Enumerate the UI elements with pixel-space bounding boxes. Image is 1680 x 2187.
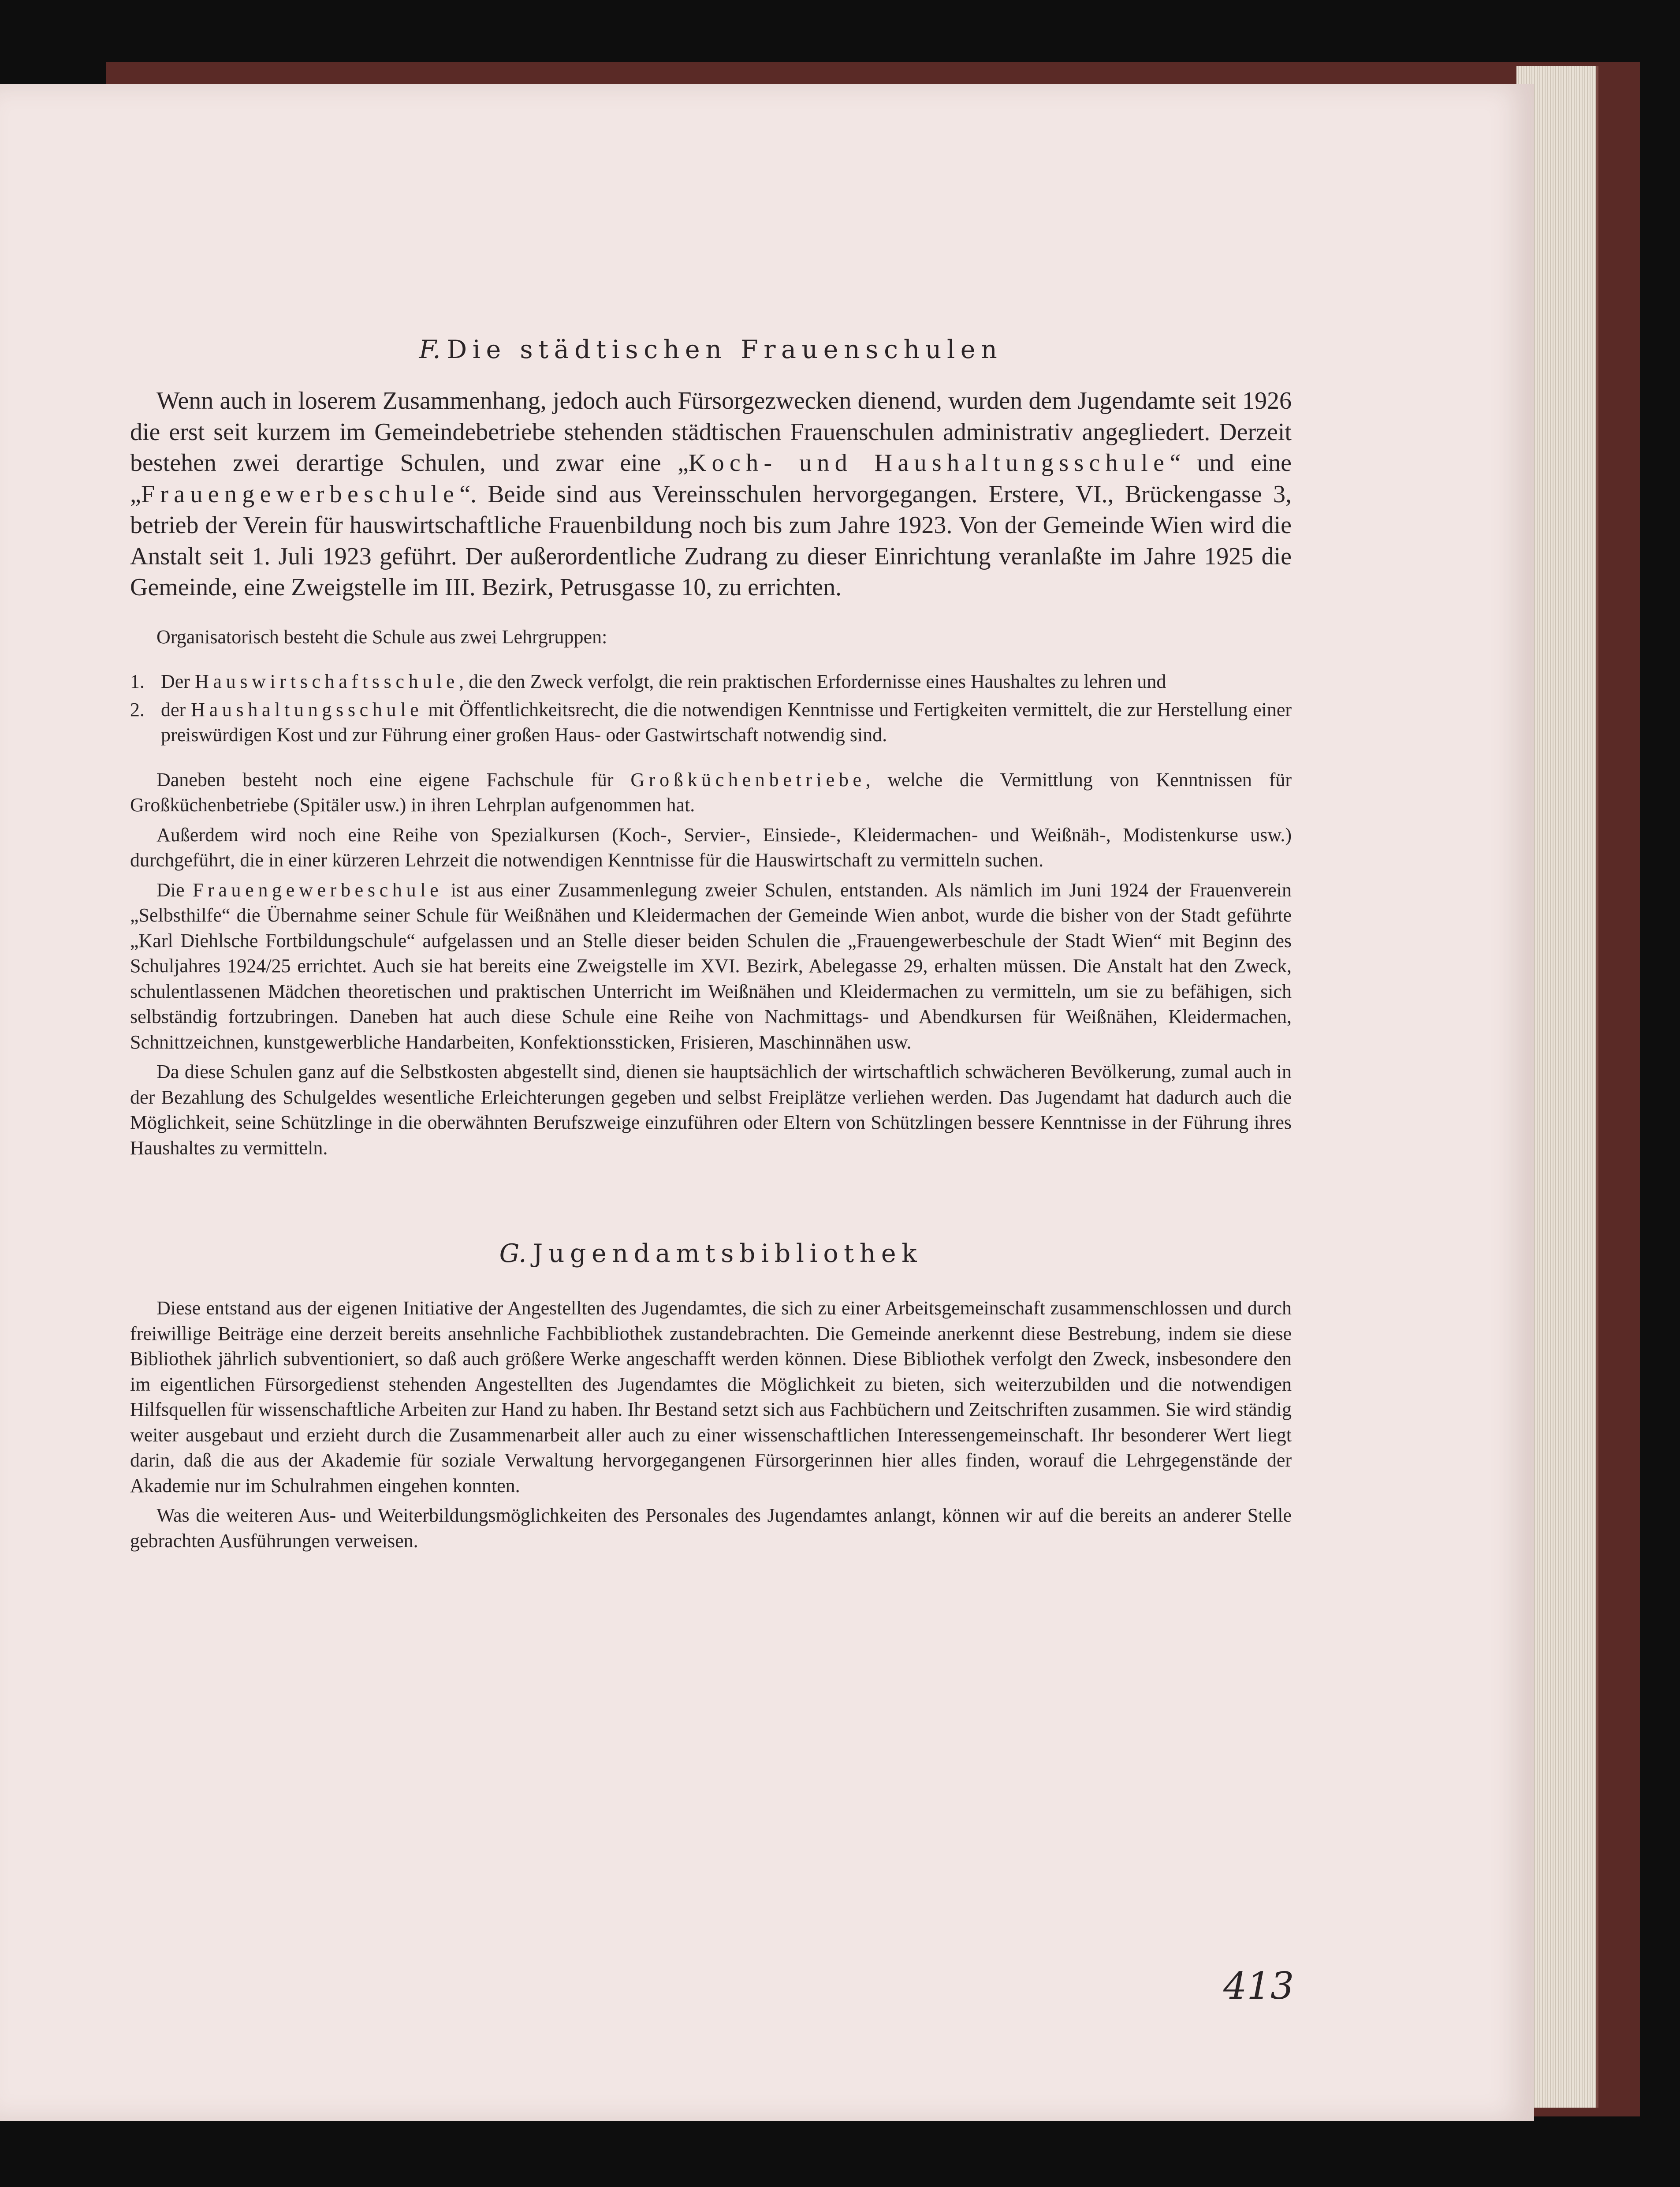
daneben-pre: Daneben besteht noch eine eigene Fachschule für [156, 769, 631, 791]
frauengewerbe-paragraph [130, 877, 1292, 1055]
list-item [130, 697, 1292, 748]
section-g-heading [130, 1239, 1292, 1268]
list-item-text [161, 669, 1292, 694]
list-item-pre: der [161, 698, 191, 720]
intro-spaced-1: Koch- und Haushaltungsschule [688, 449, 1170, 477]
list-item-pre: Der [161, 671, 195, 692]
intro-text-2: “ und eine „ [130, 449, 1292, 508]
section-f-heading [130, 335, 1292, 364]
selbstkosten-paragraph: Da diese Schulen ganz auf die Selbstkosten abgestellt sind, dienen sie hauptsächlich der wirtschaftlich schwächeren Bevölkerung, zumal auch in der Bezahlung des Schulgeldes wesentliche Erleichterungen gegeben und selbst Freiplätze verliehen werden. Das Jugendamt hat dadurch auch die Möglichkeit, seine Schützlinge in die oberwähnten Berufszweige einzuführen oder Eltern von Schützlingen bessere Kenntnisse in der Führung ihres Haushaltes zu vermitteln. [130, 1061, 1292, 1159]
list-item-text [161, 697, 1292, 748]
list-item-spaced: Hauswirtschaftsschule [194, 671, 459, 692]
section-f-letter: F. [419, 335, 441, 364]
daneben-paragraph [130, 767, 1292, 818]
intro-spaced-2: Frauengewerbeschule [141, 480, 460, 508]
list-item-post: mit Öffentlichkeitsrecht, die die notwendigen Kenntnisse und Fertigkeiten vermittelt, die zur Herstellung einer preiswürdigen Kost und zur Führung einer großen Haus- oder Gastwirtschaft notwendig sind. [161, 698, 1292, 746]
frauengewerbe-pre: Die [156, 879, 193, 901]
intro-text-3: “. Beide sind aus Vereinsschulen hervorgegangen. Erstere, VI., Brückengasse 3, betrieb der Verein für hauswirtschaftliche Frauenbildung noch bis zum Jahre 1923. Von der Gemeinde Wien wird die Anstalt seit 1. Juli 1923 geführt. Der außerordentliche Zudrang zu dieser Einrichtung veranlaßte im Jahre 1925 die Gemeinde, eine Zweigstelle im III. Bezirk, Petrusgasse 10, zu errichten. [130, 480, 1292, 601]
page [0, 84, 1534, 2121]
frauengewerbe-spaced: Frauengewerbeschule [192, 879, 443, 901]
intro-text-1: Wenn auch in loserem Zusammenhang, jedoch auch Fürsorgezwecken dienend, wurden dem Jugendamte seit 1926 die erst seit kurzem im Gemeindebetriebe stehenden städtischen Frauenschulen administrativ angegliedert. Derzeit bestehen zwei derartige Schulen, und zwar eine „ [130, 387, 1292, 477]
intro-paragraph [130, 385, 1292, 603]
daneben-post: , welche die Vermittlung von Kenntnissen für Großküchenbetriebe (Spitäler usw.) in ihren Lehrplan aufgenommen hat. [130, 769, 1292, 816]
org-paragraph: Organisatorisch besteht die Schule aus zwei Lehrgruppen: [156, 626, 607, 648]
section-g-letter: G. [499, 1239, 527, 1268]
daneben-spaced: Großküchenbetriebe [630, 769, 866, 791]
weiterbildung-paragraph: Was die weiteren Aus- und Weiterbildungsmöglichkeiten des Personales des Jugendamtes anlangt, können wir auf die bereits an anderer Stelle gebrachten Ausführungen verweisen. [130, 1504, 1292, 1552]
list-item-post: , die den Zweck verfolgt, die rein praktischen Erfordernisse eines Haushaltes zu lehren und [459, 671, 1166, 692]
text-column [130, 335, 1292, 1558]
frauengewerbe-post: ist aus einer Zusammenlegung zweier Schulen, entstanden. Als nämlich im Juni 1924 der Frauenverein „Selbsthilfe“ die Übernahme seiner Schule für Weißnähen und Kleidermachen der Gemeinde Wien anbot, wurde die bisher von der Stadt geführte „Karl Diehlsche Fortbildungschule“ aufgelassen und an Stelle dieser beiden Schulen die „Frauengewerbeschule der Stadt Wien“ mit Beginn des Schuljahres 1924/25 errichtet. Auch sie hat bereits eine Zweigstelle im XVI. Bezirk, Abelegasse 29, erhalten müssen. Die Anstalt hat den Zweck, schulentlassenen Mädchen theoretischen und praktischen Unterricht im Weißnähen und Kleidermachen zu vermitteln, um sie zu befähigen, sich selbständig fortzubringen. Daneben hat auch diese Schule eine Reihe von Nachmittags- und Abendkursen für Weißnähen, Kleidermachen, Schnittzeichnen, kunstgewerbliche Handarbeiten, Konfektionssticken, Frisieren, Maschinnähen usw. [130, 879, 1292, 1053]
lehrgruppen-list [130, 669, 1292, 748]
section-g-title: Jugendamtsbibliothek [533, 1239, 923, 1268]
section-f-title: Die städtischen Frauenschulen [447, 335, 1003, 364]
ausserdem-paragraph: Außerdem wird noch eine Reihe von Spezialkursen (Koch-, Servier-, Einsiede-, Kleidermachen- und Weißnäh-, Modistenkurse usw.) durchgeführt, die in einer kürzeren Lehrzeit die notwendigen Kenntnisse für die Hauswirtschaft zu vermitteln suchen. [130, 824, 1292, 871]
bibliothek-paragraph: Diese entstand aus der eigenen Initiative der Angestellten des Jugendamtes, die sich zu einer Arbeitsgemeinschaft zusammenschlossen und durch freiwillige Beiträge eine derzeit bereits ansehnliche Fachbibliothek zustandebrachten. Die Gemeinde anerkennt diese Bestrebung, indem sie diese Bibliothek jährlich subventioniert, so daß auch größere Werke angeschafft werden können. Diese Bibliothek verfolgt den Zweck, insbesondere den im eigentlichen Fürsorgedienst stehenden Angestellten des Jugendamtes die Möglichkeit zu bieten, sich weiterzubilden und die notwendigen Hilfsquellen für wissenschaftliche Arbeiten zur Hand zu haben. Ihr Bestand setzt sich aus Fachbüchern und Zeitschriften zusammen. Sie wird ständig weiter ausgebaut und erzieht durch die Zusammenarbeit aller auch zu einer wissenschaftlichen Interessengemeinschaft. Ihr besonderer Wert liegt darin, daß die aus der Akademie für soziale Verwaltung hervorgegangenen Fürsorgerinnen hier alles finden, worauf die Lehrgegenstände der Akademie nur im Schulrahmen eingehen konnten. [130, 1297, 1292, 1497]
list-item-spaced: Haushaltungsschule [191, 698, 423, 720]
list-number: 2. [130, 698, 145, 720]
list-item [130, 669, 1292, 694]
page-number: 413 [1223, 1964, 1294, 2008]
list-number: 1. [130, 671, 145, 692]
